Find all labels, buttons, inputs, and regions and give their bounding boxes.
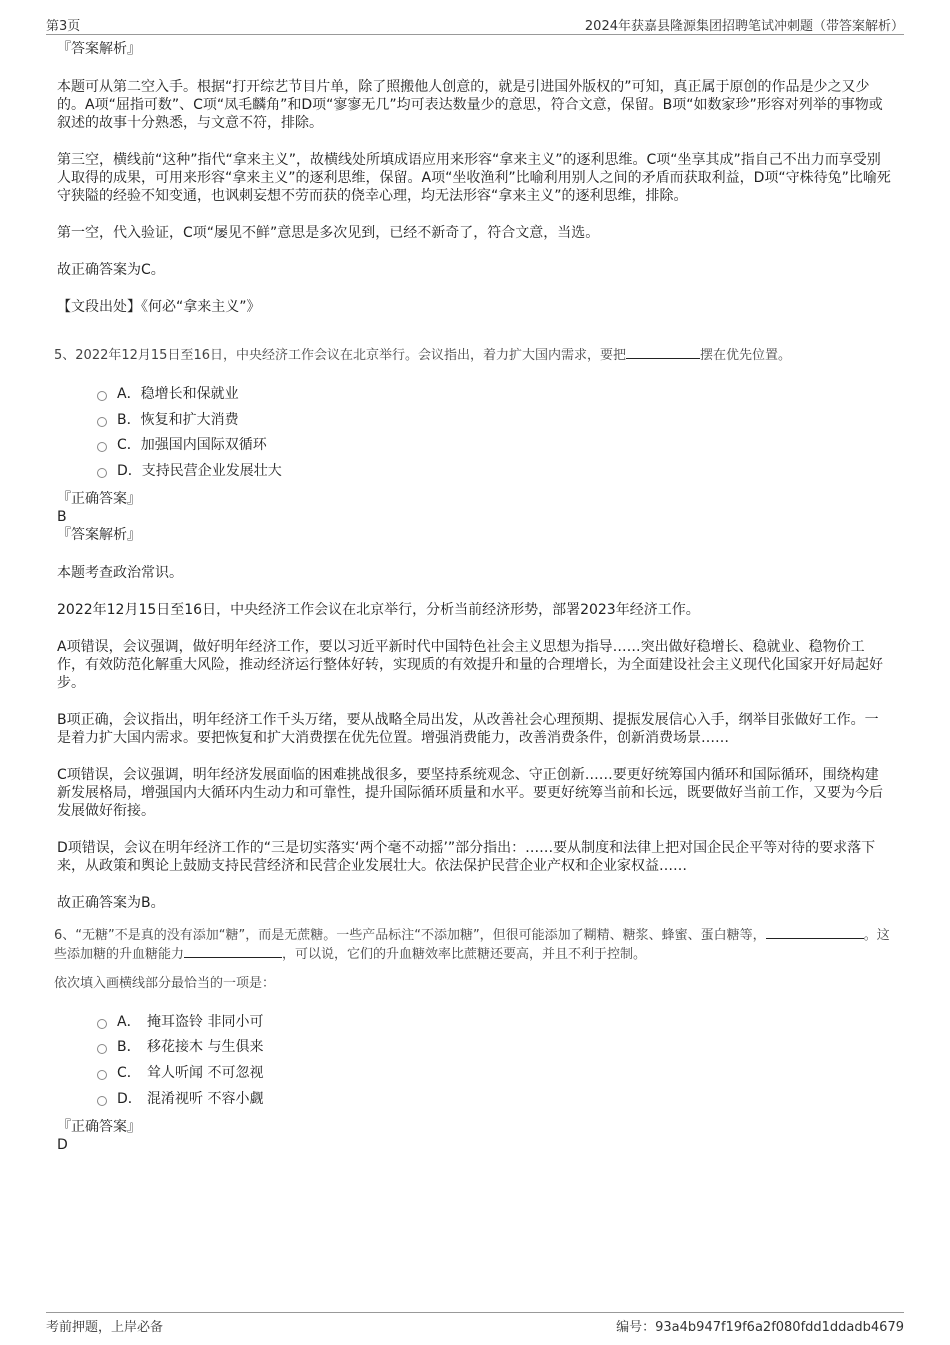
footer-slogan: 考前押题，上岸必备 [46,1320,164,1335]
q6-answer-title: 『正确答案』 [57,1118,141,1135]
q4-analysis-paragraph: 第三空，横线前“这种”指代“拿来主义”，故横线处所填成语应用来形容“拿来主义”的逐利思维。C项“坐享其成”指自己不出力而享受别人取得的成果，可用来形容“拿来主义”的逐利思维，保留。A项“坐收渔利”比喻利用别人之间的矛盾而获取利益，D项“守株待兔”比喻死守狭隘的经验不知变通，也讽刺妄想不劳而获的侥幸心理，均无法形容“拿来主义”的逐利思维，排除。 [57,152,891,204]
q5-analysis-paragraph: A项错误，会议强调，做好明年经济工作，要以习近平新时代中国特色社会主义思想为指导……突出做好稳增长、稳就业、稳物价工作，有效防范化解重大风险，推动经济运行整体好转，实现质的有效提升和量的合理增长，为全面建设社会主义现代化国家开好局起好步。 [57,638,883,691]
radio-icon[interactable] [97,417,107,427]
q6-answer: D [57,1136,68,1153]
radio-icon[interactable] [97,468,107,478]
q5-analysis-paragraph: 2022年12月15日至16日，中央经济工作会议在北京举行，分析当前经济形势，部署2023年经济工作。 [57,601,700,618]
radio-icon[interactable] [97,391,107,401]
document-title: 2024年获嘉县隆源集团招聘笔试冲刺题（带答案解析） [584,19,904,34]
q5-answer-title: 『正确答案』 [57,490,141,507]
q5-analysis-paragraph: 本题考查政治常识。 [57,564,183,581]
q5-option-c[interactable]: C． 加强国内国际双循环 [97,432,892,458]
q5-option-b[interactable]: B． 恢复和扩大消费 [97,407,892,433]
radio-icon[interactable] [97,1044,107,1054]
q6-option-a[interactable]: A． 掩耳盗铃 非同小可 [97,1009,892,1035]
q5-analysis-paragraph: D项错误，会议在明年经济工作的“三是切实落实‘两个毫不动摇’”部分指出：……要从制度和法律上把对国企民企平等对待的要求落下来，从政策和舆论上鼓励支持民营经济和民营企业发展壮大。依法保护民营企业产权和企业家权益…… [57,839,876,874]
q5-answer: B [57,508,67,525]
q5-answer-summary: 故正确答案为B。 [57,894,165,911]
radio-icon[interactable] [97,1096,107,1106]
q5-analysis-paragraph: B项正确，会议指出，明年经济工作千头万绪，要从战略全局出发，从改善社会心理预期、提振发展信心入手，纲举目张做好工作。一是着力扩大国内需求。要把恢复和扩大消费摆在优先位置。增强消费能力，改善消费条件，创新消费场景…… [57,711,879,746]
q5-option-a[interactable]: A． 稳增长和保就业 [97,381,892,407]
q6-option-c[interactable]: C． 耸人听闻 不可忽视 [97,1060,892,1086]
q4-source: 【文段出处】《何必“拿来主义”》 [57,299,261,315]
radio-icon[interactable] [97,442,107,452]
q4-analysis-title: 『答案解析』 [57,41,141,57]
q5-options [97,381,892,484]
q6-option-d[interactable]: D． 混淆视听 不容小觑 [97,1086,892,1112]
radio-icon[interactable] [97,1019,107,1029]
q4-answer-summary: 故正确答案为C。 [57,262,165,278]
q5-blank [626,346,700,359]
page-content [54,40,892,1154]
q6-option-b[interactable]: B． 移花接木 与生俱来 [97,1034,892,1060]
page-footer [46,1312,904,1333]
page-number: 第3页 [46,19,81,34]
radio-icon[interactable] [97,1070,107,1080]
q5-analysis-paragraph: C项错误，会议强调，明年经济发展面临的困难挑战很多，要坚持系统观念、守正创新……要更好统筹国内循环和国际循环，围绕构建新发展格局，增强国内大循环内生动力和可靠性，提升国际循环质量和水平。要更好统筹当前和长远，既要做好当前工作，又要为今后发展做好衔接。 [57,766,883,819]
q5-stem: 5、2022年12月15日至16日，中央经济工作会议在北京举行。会议指出，着力扩大国内需求，要把 摆在优先位置。 [54,348,791,363]
q4-analysis-paragraph: 本题可从第二空入手。根据“打开综艺节目片单，除了照搬他人创意的，就是引进国外版权的”可知，真正属于原创的作品是少之又少的。A项“屈指可数”、C项“凤毛麟角”和D项“寥寥无几”均可表达数量少的意思，符合文意，保留。B项“如数家珍”形容对列举的事物或叙述的故事十分熟悉，与文意不符，排除。 [57,79,883,131]
q6-blank-2 [184,945,282,958]
q5-option-d[interactable]: D． 支持民营企业发展壮大 [97,458,892,484]
q4-analysis-paragraph: 第一空，代入验证，C项“屡见不鲜”意思是多次见到，已经不新奇了，符合文意，当选。 [57,225,600,241]
q6-stem: 6、“无糖”不是真的没有添加“糖”，而是无蔗糖。一些产品标注“不添加糖”，但很可能添加了糊精、糖浆、蜂蜜、蛋白糖等， 。这些添加糖的升血糖能力 ，可以说，它们的升血糖效率比蔗糖还要高，并且不利于控制。 [54,927,890,962]
q6-instruction: 依次填入画横线部分最恰当的一项是： [54,975,276,991]
q6-options [97,1009,892,1112]
q6-blank-1 [766,926,864,939]
q5-analysis-title: 『答案解析』 [57,526,141,543]
page-header [46,12,904,35]
document-code: 编号：93a4b947f19f6a2f080fdd1ddadb4679 [616,1320,904,1335]
